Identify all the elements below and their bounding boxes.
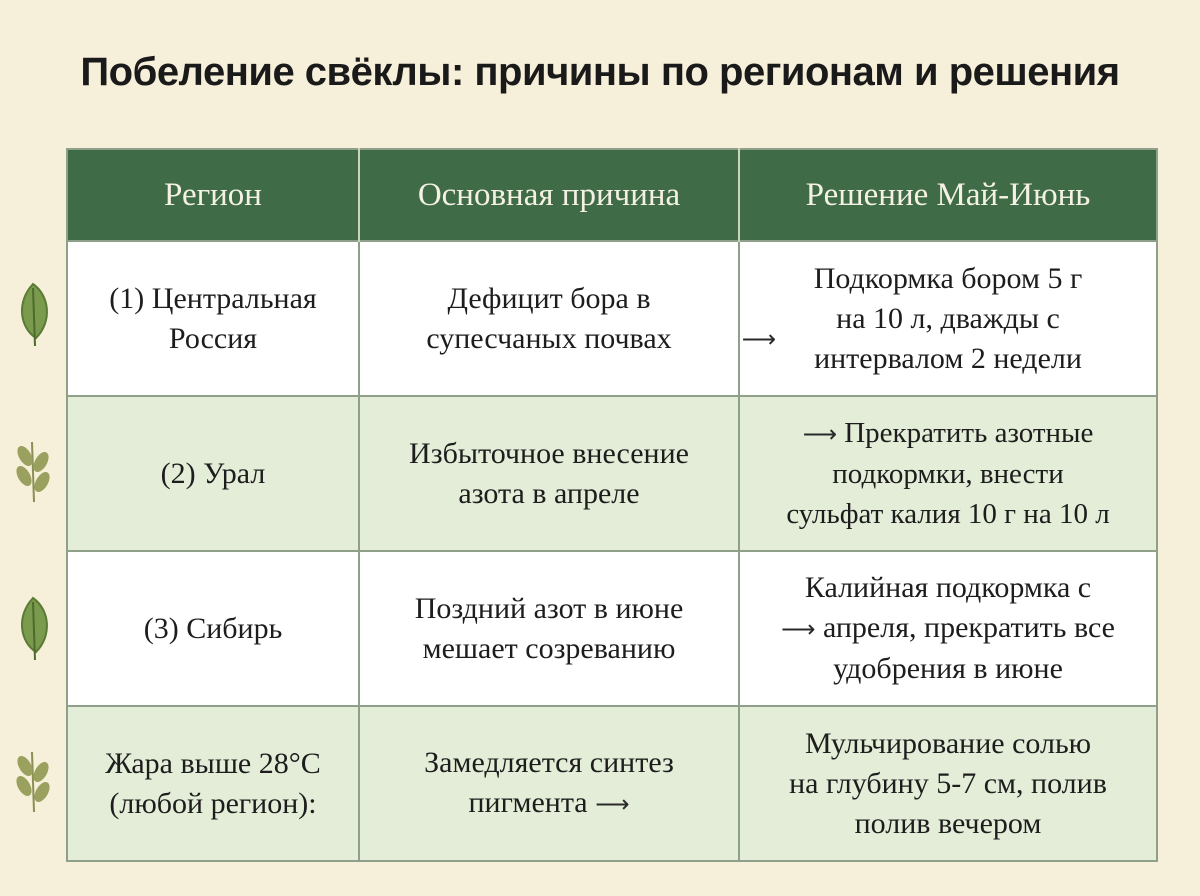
solution-cell <box>739 706 1157 861</box>
region-cell <box>67 551 359 706</box>
region-line: (любой регион): <box>109 786 317 820</box>
arrow-icon: ⟶ <box>741 324 776 353</box>
cause-cell <box>359 551 739 706</box>
region-cell <box>67 241 359 396</box>
solution-line-text: апреля, прекратить все <box>822 611 1115 644</box>
solution-line: Мульчирование солью <box>804 726 1092 760</box>
solution-line: Подкормка бором 5 г <box>813 261 1083 295</box>
arrow-icon: ⟶ <box>595 790 630 818</box>
cause-line: Поздний азот в июне <box>414 591 684 625</box>
solution-line: на 10 л, дважды с <box>836 301 1060 335</box>
solution-line: удобрения в июне <box>833 652 1063 685</box>
cause-cell <box>359 396 739 551</box>
wheat-sprig-icon <box>10 436 56 506</box>
arrow-icon: ⟶ <box>802 420 837 448</box>
header-solution: Решение Май-Июнь <box>739 149 1157 241</box>
solution-line: интервалом 2 недели <box>814 341 1082 375</box>
cause-cell <box>359 241 776 396</box>
solution-cell <box>739 241 1157 396</box>
table-row <box>67 396 1157 551</box>
cause-line: Избыточное внесение <box>409 436 689 470</box>
header-region: Регион <box>67 149 359 241</box>
region-cell <box>67 706 359 861</box>
arrow-icon: ⟶ <box>781 615 816 643</box>
regions-table <box>66 148 1158 862</box>
cause-line-text: пигмента <box>468 786 588 819</box>
wheat-sprig-icon <box>10 746 56 816</box>
region-cell <box>67 396 359 551</box>
leaf-icon <box>10 594 56 664</box>
cause-line-text: супесчаных почвах <box>426 321 672 355</box>
solution-line: Калийная подкормка с <box>804 571 1092 604</box>
page-title: Побеление свёклы: причины по регионам и решения <box>80 50 1120 94</box>
solution-cell <box>739 396 1157 551</box>
solution-line: сульфат калия 10 г на 10 л <box>786 498 1110 530</box>
leaf-icon <box>10 280 56 350</box>
region-line: (3) Сибирь <box>143 611 283 645</box>
region-line: (1) Центральная <box>109 281 317 315</box>
cause-line: азота в апреле <box>458 476 640 510</box>
region-line: Россия <box>168 321 258 355</box>
solution-line: полив вечером <box>854 806 1042 840</box>
cause-line: Замедляется синтез <box>424 746 674 779</box>
cause-line: мешает созреванию <box>422 631 676 665</box>
cause-line <box>370 783 728 824</box>
solution-cell <box>739 551 1157 706</box>
table-row <box>67 241 1157 396</box>
table-row <box>67 706 1157 861</box>
table-header-row <box>67 149 1157 241</box>
solution-line <box>750 413 1146 454</box>
solution-line <box>750 608 1146 649</box>
region-line: Жара выше 28°C <box>105 746 321 780</box>
solution-line-text: Прекратить азотные <box>844 417 1094 449</box>
header-cause: Основная причина <box>359 149 739 241</box>
cause-line <box>370 319 776 359</box>
cause-cell <box>359 706 739 861</box>
region-line: (2) Урал <box>160 456 266 490</box>
cause-line: Дефицит бора в <box>447 281 651 315</box>
solution-line: на глубину 5-7 см, полив <box>789 766 1107 800</box>
table-row <box>67 551 1157 706</box>
solution-line: подкормки, внести <box>832 458 1064 490</box>
